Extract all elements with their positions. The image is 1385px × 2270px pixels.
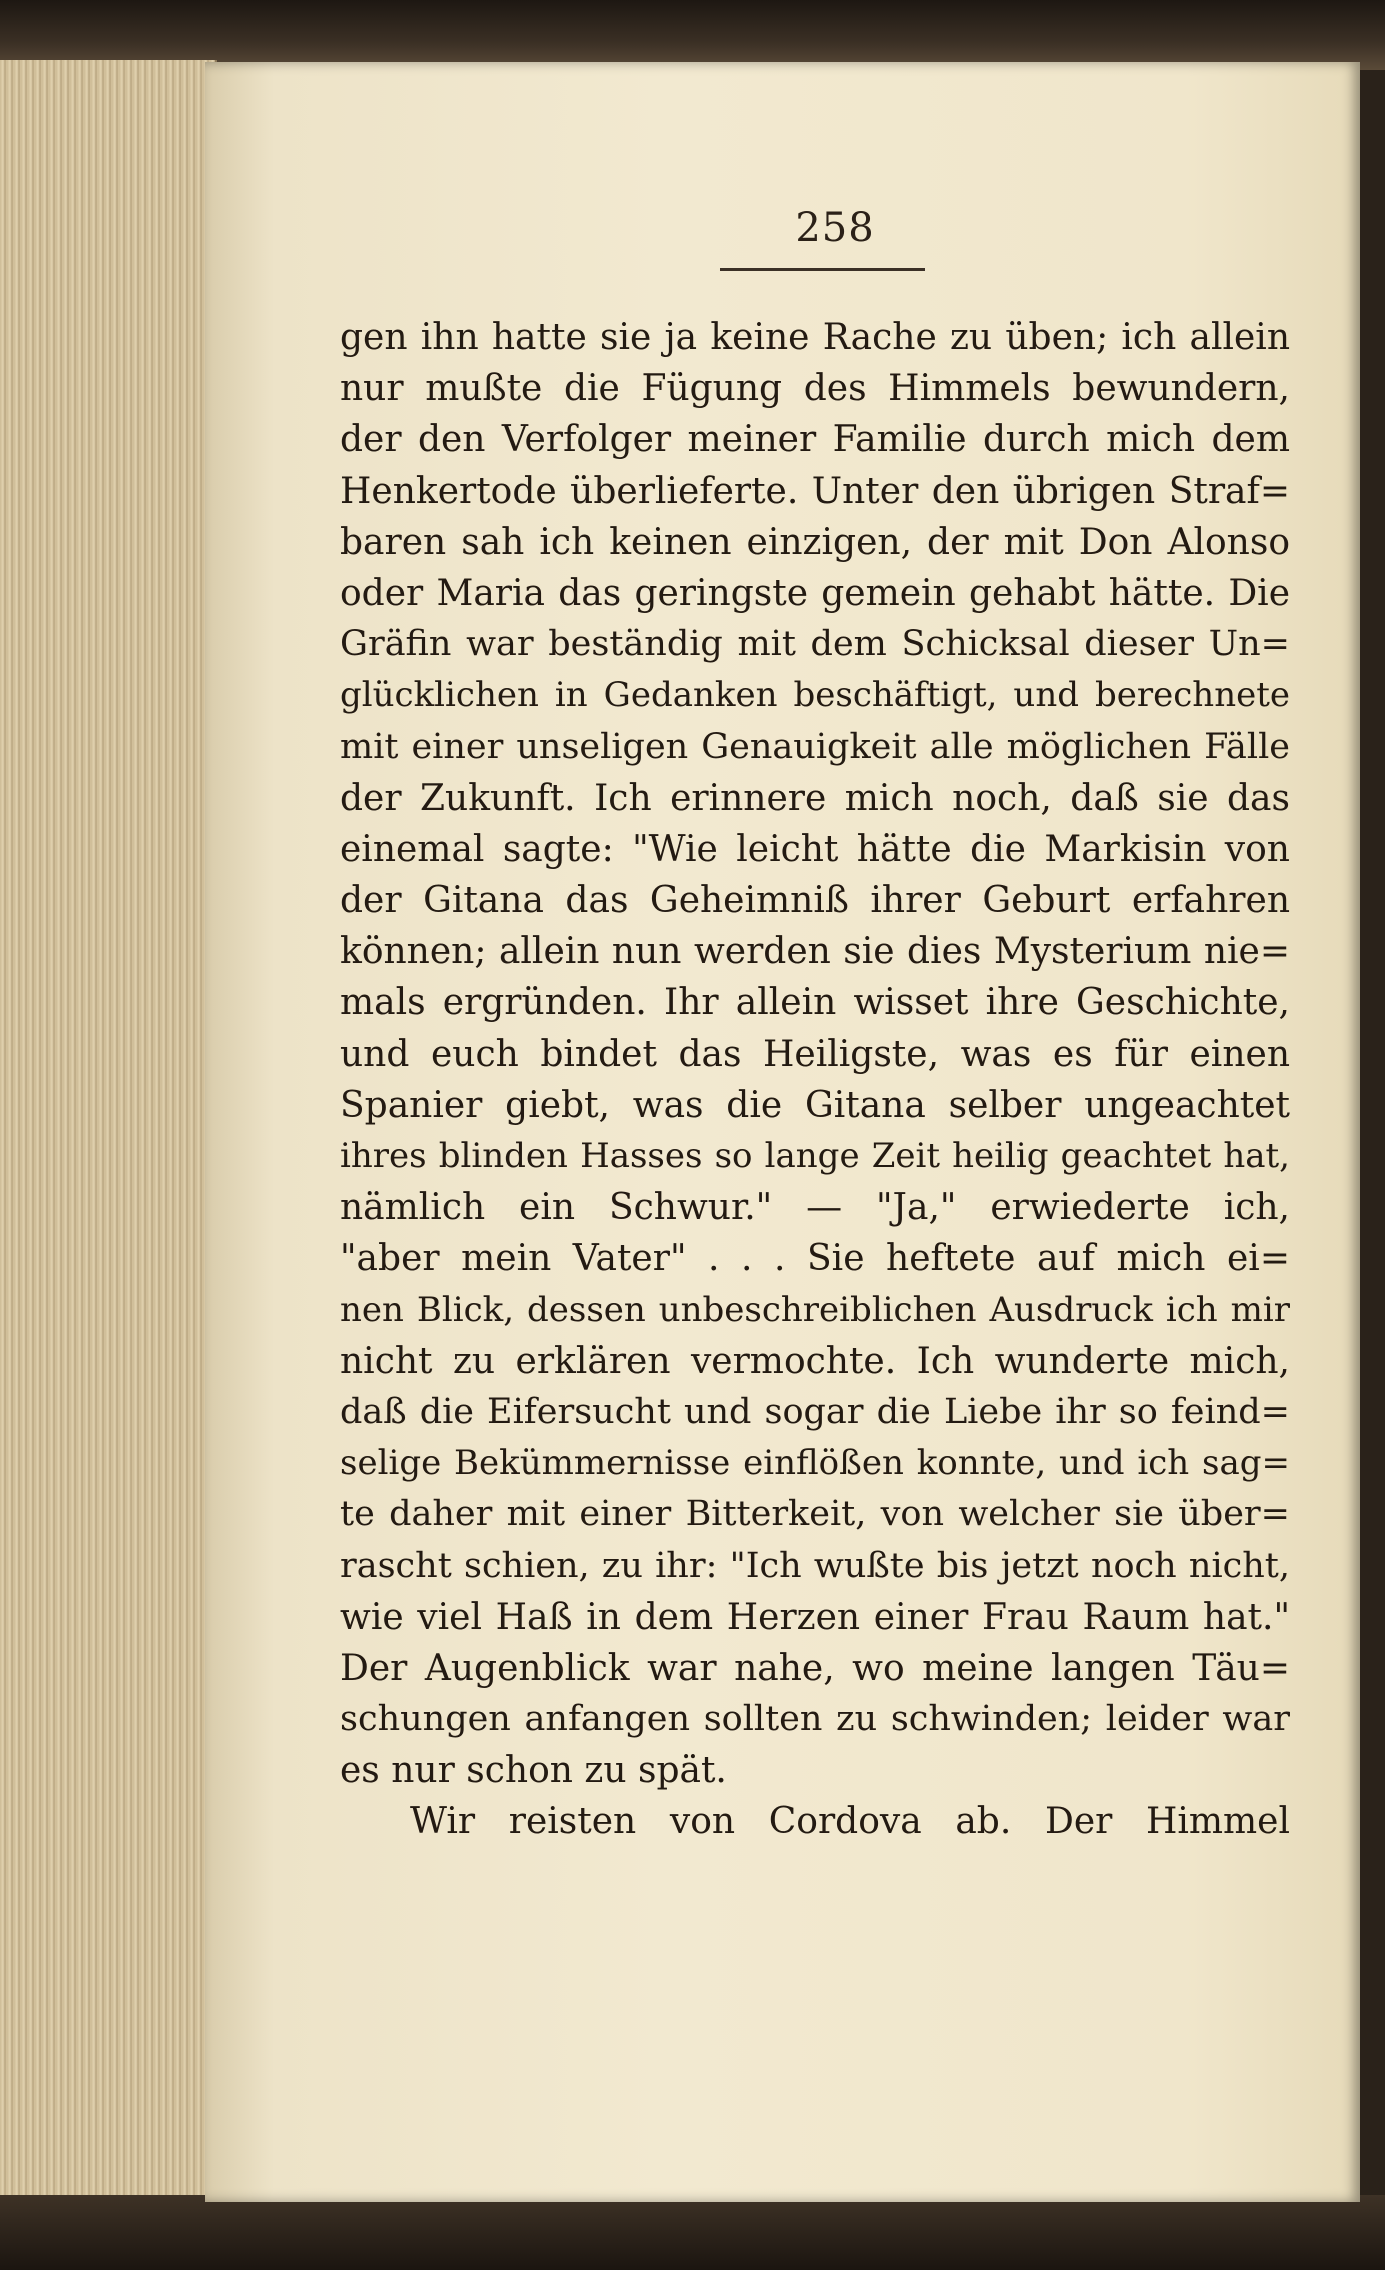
text-line: der Gitana das Geheimniß ihrer Geburt erfahren xyxy=(340,880,1290,922)
text-line: der den Verfolger meiner Familie durch mich dem xyxy=(340,419,1290,461)
text-line: "aber mein Vater" . . . Sie heftete auf mich ei= xyxy=(340,1238,1290,1280)
header-rule xyxy=(720,268,925,271)
text-line: glücklichen in Gedanken beschäftigt, und berechnete xyxy=(340,675,1290,716)
text-line: einemal sagte: "Wie leicht hätte die Markisin von xyxy=(340,828,1290,870)
text-line: der Zukunft. Ich erinnere mich noch, daß sie das xyxy=(340,777,1290,819)
text-line: nen Blick, dessen unbeschreiblichen Ausdruck ich mir xyxy=(340,1289,1290,1330)
text-line: baren sah ich keinen einzigen, der mit Don Alonso xyxy=(340,521,1290,563)
text-line: Der Augenblick war nahe, wo meine langen Täu= xyxy=(340,1647,1290,1689)
text-line: Gräfin war beständig mit dem Schicksal dieser Un= xyxy=(340,624,1290,665)
text-line: schungen anfangen sollten zu schwinden; leider war xyxy=(340,1699,1290,1740)
text-line: es nur schon zu spät. xyxy=(340,1750,727,1792)
page-number: 258 xyxy=(795,205,875,251)
text-line: und euch bindet das Heiligste, was es für einen xyxy=(340,1033,1290,1075)
text-line: Henkertode überlieferte. Unter den übrigen Straf= xyxy=(340,470,1290,512)
text-block xyxy=(340,312,1290,1848)
text-line: Wir reisten von Cordova ab. Der Himmel xyxy=(410,1801,1290,1843)
text-line: gen ihn hatte sie ja keine Rache zu üben; ich allein xyxy=(340,317,1290,358)
text-line: mit einer unseligen Genauigkeit alle möglichen Fälle xyxy=(340,726,1290,767)
text-line: nicht zu erklären vermochte. Ich wunderte mich, xyxy=(340,1340,1290,1382)
text-line: nur mußte die Fügung des Himmels bewundern, xyxy=(340,368,1290,410)
text-line: ihres blinden Hasses so lange Zeit heilig geachtet hat, xyxy=(340,1136,1290,1176)
page-edges xyxy=(0,60,217,2200)
text-line: wie viel Haß in dem Herzen einer Frau Raum hat." xyxy=(340,1596,1290,1638)
text-line: selige Bekümmernisse einflößen konnte, und ich sag= xyxy=(340,1443,1290,1484)
text-line: Spanier giebt, was die Gitana selber ungeachtet xyxy=(340,1084,1290,1126)
text-line: können; allein nun werden sie dies Mysterium nie= xyxy=(340,931,1290,973)
text-line: rascht schien, zu ihr: "Ich wußte bis jetzt noch nicht, xyxy=(340,1545,1290,1586)
text-line: oder Maria das geringste gemein gehabt hätte. Die xyxy=(340,572,1290,614)
book-cover-bottom xyxy=(0,2195,1385,2270)
text-line: mals ergründen. Ihr allein wisset ihre Geschichte, xyxy=(340,982,1290,1024)
text-line: nämlich ein Schwur." — "Ja," erwiederte ich, xyxy=(340,1187,1290,1229)
text-line: te daher mit einer Bitterkeit, von welcher sie über= xyxy=(340,1494,1290,1535)
text-line: daß die Eifersucht und sogar die Liebe ihr so feind= xyxy=(340,1391,1290,1432)
